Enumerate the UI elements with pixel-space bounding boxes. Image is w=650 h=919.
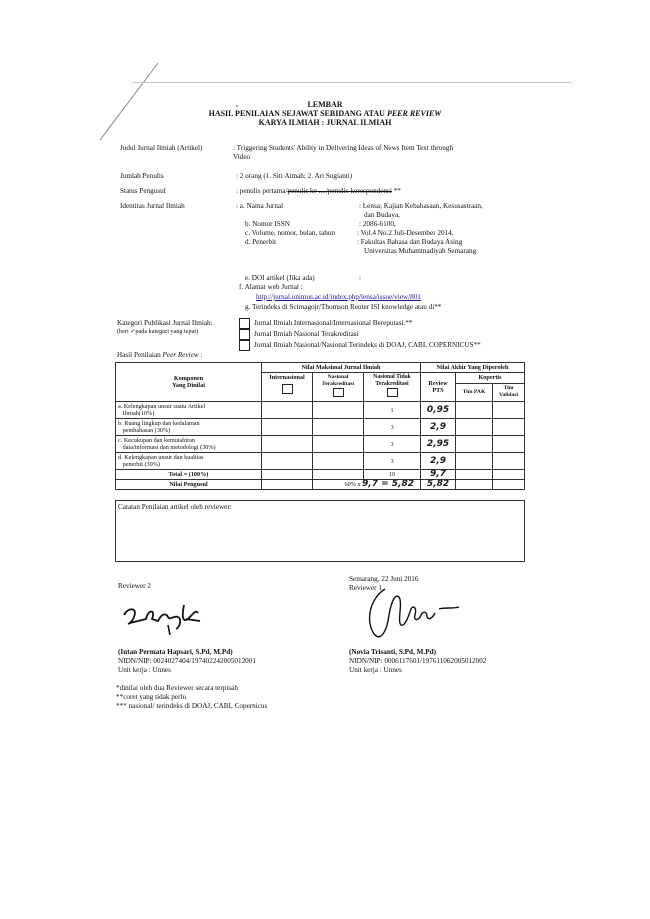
kategori-checkbox-terindeks[interactable] xyxy=(239,340,250,351)
web-label: f. Alamat web Jurnal : xyxy=(239,283,303,291)
judul-value-2: Video xyxy=(233,153,251,161)
header-kopertis: Kopertis xyxy=(456,373,525,384)
jumlah-value: : 2 orang (1. Siti Aimah; 2. Ari Sugianti) xyxy=(236,172,353,180)
nilai-pengusul-label: Nilai Pengusul xyxy=(116,480,262,490)
reviewer1-label: Reviewer 1 xyxy=(349,584,382,592)
reviewer2-name: (Intan Permata Hapsari, S.Pd, M.Pd) xyxy=(118,648,233,656)
reviewer2-nidn: NIDN/NIP: 0024027404/197402242005012001 xyxy=(118,657,256,665)
kategori-checkbox-terakreditasi[interactable] xyxy=(239,329,250,340)
status-label: Status Pengusul xyxy=(120,187,166,195)
reviewer1-unit: Unit kerja : Unnes xyxy=(349,666,402,674)
header-internasional: Internasional xyxy=(262,373,313,402)
nilai-pengusul-review: 5,82 xyxy=(421,480,456,490)
scan-edge-line xyxy=(132,82,572,83)
penerbit-value-2: Universitas Muhammadiyah Semarang xyxy=(364,247,477,255)
total-max: 10 xyxy=(364,470,421,480)
issn-label: b. Nomor ISSN xyxy=(245,220,290,228)
volume-value: : Vol.4 No.2 Juli-Desember 2014, xyxy=(357,229,454,237)
row-label: d. Kelengkapan unsur dan kualitas penerbit (30%) xyxy=(116,453,262,470)
nilai-pengusul-calc: 60% x 9,7 = 5,82 xyxy=(313,480,421,490)
kategori-opt-terindeks: Jurnal Ilmiah Nasional/Nasional Terindeks di DOAJ, CABI, COPERNICUS** xyxy=(254,341,481,349)
judul-value-1: : Triggering Students' Ability in Delivering Ideas of News Item Text through xyxy=(233,144,454,152)
note-2: **coret yang tidak perlu xyxy=(116,693,187,701)
header-nasional: Nasional Terakreditasi xyxy=(313,373,364,402)
terindeks-label: g. Terindeks di Scimagojr/Thomson Reuter ISI knowledge atau di** xyxy=(245,303,442,311)
kategori-opt-terakreditasi: Jurnal Ilmiah Nasional Terakreditasi xyxy=(254,330,359,338)
kategori-hint: (beri ✓pada kategori yang tepat) xyxy=(117,328,199,335)
penerbit-value-1: : Fakultas Bahasa dan Budaya Asing xyxy=(357,238,463,246)
nilai-pengusul-row xyxy=(116,480,525,490)
review-table xyxy=(115,362,525,490)
header-review: Review PTS xyxy=(421,373,456,402)
title-line-3: KARYA ILMIAH : JURNAL ILMIAH xyxy=(258,118,392,127)
total-row xyxy=(116,470,525,480)
judul-label: Judul Jurnal Ilmiah (Artikel) xyxy=(120,144,203,152)
kategori-checkbox-internasional[interactable] xyxy=(239,318,250,329)
web-link[interactable]: http://jurnal.unimus.ac.id/index.php/lensa/issue/view/801 xyxy=(256,293,421,301)
row-max: 3 xyxy=(364,419,421,436)
table-row xyxy=(116,453,525,470)
row-review-score: 0,95 xyxy=(421,402,456,419)
row-max: 3 xyxy=(364,436,421,453)
checkbox-internasional[interactable] xyxy=(282,384,293,394)
identitas-label: Identitas Jurnal Ilmiah xyxy=(120,202,185,210)
reviewer2-label: Reviewer 2 xyxy=(118,582,151,590)
table-row xyxy=(116,402,525,419)
reviewer2-signature xyxy=(118,595,228,640)
title-line-2: HASIL PENILAIAN SEJAWAT SEBIDANG ATAU PEER REVIEW xyxy=(208,109,442,118)
row-label: b. Ruang lingkup dan kedalaman pembahasan (30%) xyxy=(116,419,262,436)
volume-label: c. Volume, nomor, bulan, tahun xyxy=(245,229,336,237)
header-tim-pak: Tim PAK xyxy=(456,383,493,401)
row-review-score: 2,9 xyxy=(421,453,456,470)
total-label: Total = (100%) xyxy=(116,470,262,480)
status-value: : penulis pertama/penulis ke ..../penulis korespondensi ** xyxy=(236,187,401,195)
jumlah-label: Jumlah Penulis xyxy=(120,172,164,180)
kategori-opt-internasional: Jurnal Ilmiah Internasional/Internasional Bereputasi.** xyxy=(254,319,413,327)
header-nasional-tidak: Nasional Tidak Terakreditasi xyxy=(364,373,421,402)
penerbit-label: d. Penerbit xyxy=(245,238,277,246)
reviewer1-place-date: Semarang, 22 Juni 2016 xyxy=(349,575,419,583)
header-komponen: Komponen Yang Dinilai xyxy=(116,363,262,402)
hasil-label: Hasil Penilaian Peer Review : xyxy=(117,351,203,359)
note-3: *** nasional/ terindeks di DOAJ, CABI, Copernicus xyxy=(116,702,268,710)
nama-jurnal-value-1: : Lensa; Kajian Kebahasaan, Kesusastraan, xyxy=(359,202,483,210)
header-nilai-akhir: Nilai Akhir Yang Diperoleh xyxy=(421,363,525,373)
reviewer1-nidn: NIDN/NIP: 0006117601/197611062005012002 xyxy=(349,657,487,665)
doi-label: e. DOI artikel (Jika ada) xyxy=(245,274,315,282)
table-row xyxy=(116,436,525,453)
reviewer1-name: (Novia Trisanti, S.Pd, M.Pd) xyxy=(349,648,436,656)
table-row xyxy=(116,419,525,436)
doi-value: : xyxy=(359,274,361,282)
checkbox-nasional-tidak[interactable] xyxy=(387,388,398,397)
nama-jurnal-value-2: dan Budaya, xyxy=(364,211,400,219)
catatan-box[interactable] xyxy=(115,500,525,562)
row-review-score: 2,95 xyxy=(421,436,456,453)
title-line-1: LEMBAR xyxy=(307,100,343,109)
row-max: 3 xyxy=(364,453,421,470)
checkbox-nasional[interactable] xyxy=(333,388,344,397)
reviewer2-unit: Unit kerja : Unnes xyxy=(118,666,171,674)
catatan-label: Catatan Penilaian artikel oleh reviewer: xyxy=(118,503,232,511)
total-review-score: 9,7 xyxy=(421,470,456,480)
row-max: 1 xyxy=(364,402,421,419)
note-1: *dinilai oleh dua Reviewer secara terpisah xyxy=(116,684,238,692)
issn-value: : 2086-6100, xyxy=(359,220,396,228)
row-label: c. Kecukupan dan kemutahiran data/informasi dan metodologi (30%) xyxy=(116,436,262,453)
kategori-label: Kategori Publikasi Jurnal Ilmiah: xyxy=(117,319,213,327)
nama-jurnal-label: : a. Nama Jurnal xyxy=(236,202,284,210)
reviewer1-signature xyxy=(355,585,465,645)
row-review-score: 2,9 xyxy=(421,419,456,436)
row-label: a. Kelengkapan unsur suatu Artikel Ilmiah(10%) xyxy=(116,402,262,419)
header-nilai-maksimal: Nilai Maksimal Jurnal Ilmiah xyxy=(262,363,421,373)
header-tim-validasi: Tim Validasi xyxy=(493,383,525,401)
